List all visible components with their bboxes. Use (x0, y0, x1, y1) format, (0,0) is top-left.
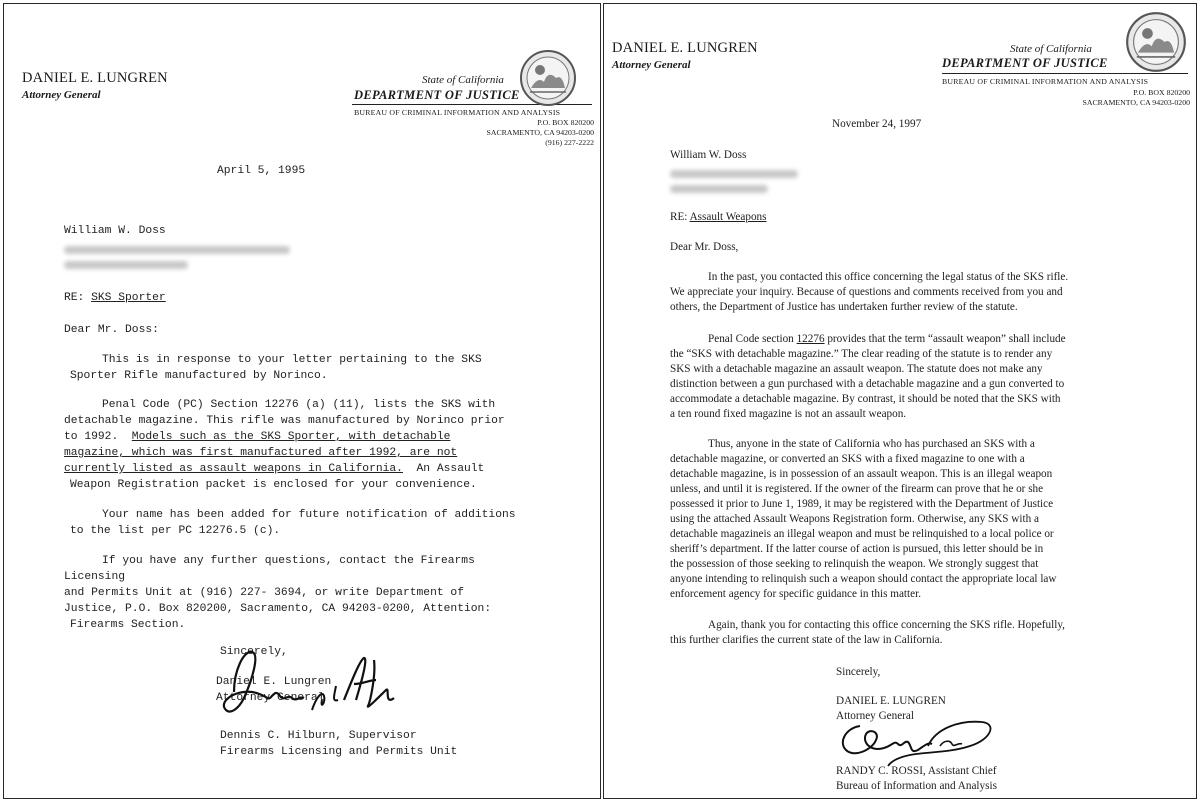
letterhead-bureau: BUREAU OF CRIMINAL INFORMATION AND ANALYSIS (354, 108, 561, 117)
paragraph-line: to the list per PC 12276.5 (c). (70, 525, 281, 537)
paragraph-line: detachable magazineis an illegal weapon and must be relinquished to a local police or (670, 528, 1054, 540)
recipient-name: William W. Doss (64, 225, 166, 237)
paragraph-line: Thus, anyone in the state of California who has purchased an SKS with a (708, 438, 1035, 450)
letterhead-title: Attorney General (22, 89, 101, 101)
underlined-text: currently listed as assault weapons in California. (64, 463, 403, 475)
paragraph-line: the possession of those seeking to relinquish the weapon. We strongly suggest that (670, 558, 1039, 570)
left-letter (3, 3, 601, 799)
signature-title: Attorney General (836, 710, 914, 722)
letterhead-bureau: BUREAU OF CRIMINAL INFORMATION AND ANALYSIS (942, 77, 1149, 86)
paragraph-line: Sporter Rifle manufactured by Norinco. (70, 370, 328, 382)
letterhead-name: DANIEL E. LUNGREN (22, 70, 168, 86)
signer-name: RANDY C. ROSSI, Assistant Chief (836, 765, 997, 777)
paragraph-line: distinction between a gun purchased with a detachable magazine and a gun converted to (670, 378, 1065, 390)
paragraph-line: accommodate a detachable magazine. By contrast, it should be noted that the SKS with (670, 393, 1061, 405)
re-line (64, 290, 166, 306)
letter-date: November 24, 1997 (832, 118, 922, 130)
closing: Sincerely, (220, 646, 288, 658)
paragraph-line (64, 461, 484, 477)
paragraph-line: detachable magazine, or converted an SKS with a fixed magazine to one with a (670, 453, 1025, 465)
signer-unit: Firearms Licensing and Permits Unit (220, 746, 458, 758)
paragraph-line: a ten round fixed magazine is not an assault weapon. (670, 408, 907, 420)
letterhead-city: SACRAMENTO, CA 94203-0200 (486, 128, 594, 137)
redacted-address-line (64, 246, 290, 254)
letterhead-name: DANIEL E. LUNGREN (612, 40, 758, 56)
paragraph-line: Weapon Registration packet is enclosed for your convenience. (70, 479, 477, 491)
closing: Sincerely, (836, 666, 881, 678)
letterhead-department: DEPARTMENT OF JUSTICE (354, 88, 520, 102)
paragraph-line: Your name has been added for future notification of additions (102, 509, 516, 521)
paragraph-line: unless, and until it is registered. If the owner of the firearm can prove that he or she (670, 483, 1044, 495)
re-subject: SKS Sporter (91, 292, 166, 304)
signer-unit: Bureau of Information and Analysis (836, 780, 997, 792)
paragraph-text: Penal Code section (708, 333, 797, 345)
paragraph-line: possessed it prior to June 1, 1989, it may be registered with the Department of Justice (670, 498, 1054, 510)
redacted-address-line (670, 185, 768, 193)
paragraph-line: detachable magazine, is in possession of an assault weapon. This is an illegal weapon (670, 468, 1053, 480)
paragraph-line: In the past, you contacted this office concerning the legal status of the SKS rifle. (708, 271, 1069, 283)
redacted-address-line (64, 261, 188, 269)
paragraph-line: If you have any further questions, contact the Firearms (102, 555, 475, 567)
paragraph-line (64, 429, 450, 445)
re-subject: Assault Weapons (689, 211, 767, 223)
signature-name: Daniel E. Lungren (216, 676, 332, 688)
california-seal-icon (518, 48, 578, 108)
paragraph-line: We appreciate your inquiry. Because of questions and comments received from you and (670, 286, 1063, 298)
paragraph-text: provides that the term “assault weapon” shall include (824, 333, 1066, 345)
letterhead-city: SACRAMENTO, CA 94203-0200 (1082, 98, 1190, 107)
paragraph-line: this further clarifies the current state of the law in California. (670, 634, 943, 646)
right-letter (603, 3, 1197, 799)
paragraph-line: detachable magazine. This rifle was manufactured by Norinco prior (64, 415, 505, 427)
paragraph-line: Penal Code (PC) Section 12276 (a) (11), lists the SKS with (102, 399, 496, 411)
salutation: Dear Mr. Doss: (64, 324, 159, 336)
paragraph-line: anyone intending to relinquish such a weapon should contact the appropriate local law (670, 573, 1057, 585)
penal-code-reference: 12276 (796, 333, 825, 345)
paragraph-text: An Assault (416, 463, 485, 475)
california-seal-icon (1124, 10, 1188, 74)
paragraph-line: Again, thank you for contacting this office concerning the SKS rifle. Hopefully, (708, 619, 1065, 631)
signature-title: Attorney General (216, 692, 325, 704)
paragraph-line: others, the Department of Justice has undertaken further review of the statute. (670, 301, 1018, 313)
signature-name: DANIEL E. LUNGREN (836, 695, 946, 707)
re-label: RE: (670, 211, 688, 223)
paragraph-line: Licensing (64, 571, 126, 583)
salutation: Dear Mr. Doss, (670, 241, 739, 253)
re-label: RE: (64, 292, 85, 304)
paragraph-line: This is in response to your letter pertaining to the SKS (102, 354, 482, 366)
paragraph-line: using the attached Assault Weapons Registration form. Otherwise, any SKS with a (670, 513, 1039, 525)
paragraph-line (708, 332, 1066, 348)
letter-date: April 5, 1995 (217, 165, 306, 177)
underlined-text: Models such as the SKS Sporter, with detachable (131, 431, 451, 443)
paragraph-line: and Permits Unit at (916) 227- 3694, or write Department of (64, 587, 464, 599)
paragraph-line: sheriff’s department. If the latter course of action is pursued, this letter should be in (670, 543, 1044, 555)
recipient-name: William W. Doss (670, 149, 747, 161)
letterhead-state: State of California (1010, 43, 1092, 55)
paragraph-line: the “SKS with detachable magazine.” The clear reading of the statute is to render any (670, 348, 1053, 360)
paragraph-line: SKS with a detachable magazine an assault weapon. The statute does not make any (670, 363, 1043, 375)
paragraph-line: Firearms Section. (70, 619, 186, 631)
signer-name: Dennis C. Hilburn, Supervisor (220, 730, 417, 742)
underlined-text: magazine, which was first manufactured after 1992, are not (64, 447, 458, 459)
letterhead-department: DEPARTMENT OF JUSTICE (942, 56, 1108, 70)
paragraph-text: to 1992. (64, 431, 119, 443)
letterhead-phone: (916) 227-2222 (545, 138, 594, 147)
letterhead-title: Attorney General (612, 59, 691, 71)
re-line (670, 210, 766, 226)
letterhead-state: State of California (422, 74, 504, 86)
paragraph-line: Justice, P.O. Box 820200, Sacramento, CA 94203-0200, Attention: (64, 603, 492, 615)
paragraph-line: enforcement agency for specific guidance in this matter. (670, 588, 921, 600)
redacted-address-line (670, 170, 798, 178)
letterhead-po-box: P.O. BOX 820200 (537, 118, 594, 127)
handwritten-signature-icon (204, 640, 404, 740)
letterhead-po-box: P.O. BOX 820200 (1133, 88, 1190, 97)
